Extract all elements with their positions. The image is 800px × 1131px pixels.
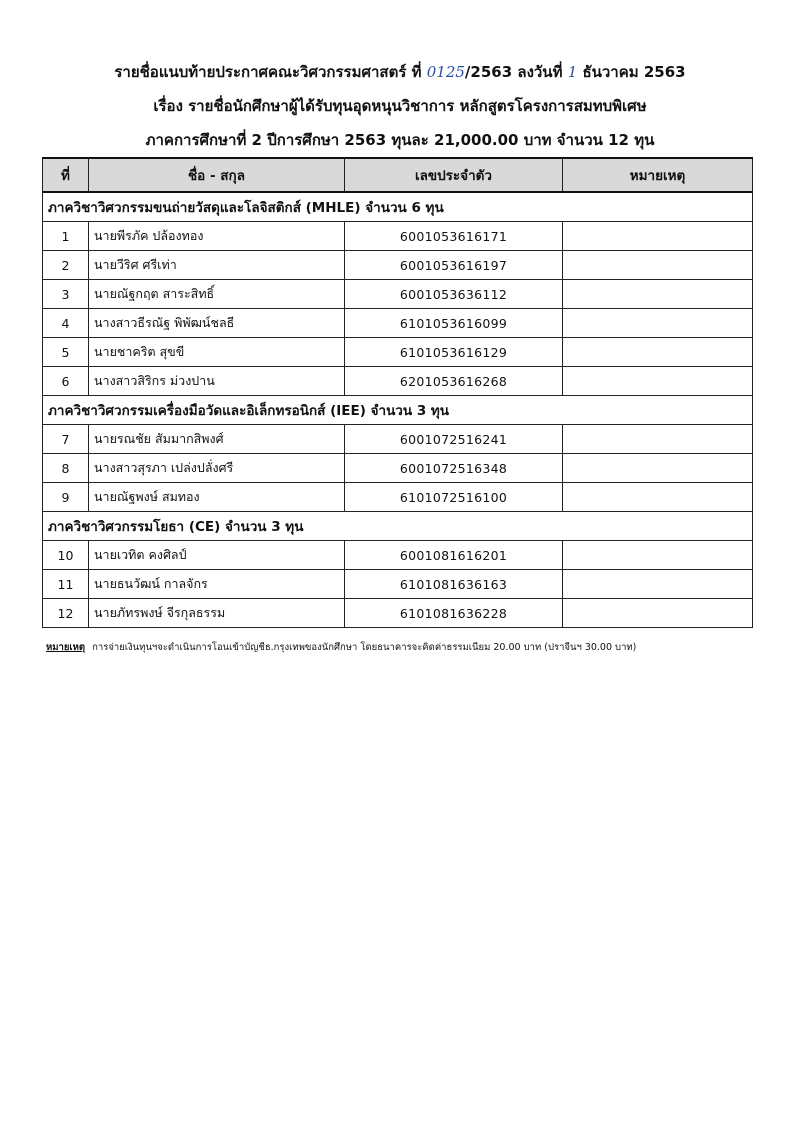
student-id: 6101053616129 <box>345 338 563 367</box>
remark-cell <box>563 454 753 483</box>
footnote-label: หมายเหตุ <box>46 642 86 653</box>
column-header-student-id: เลขประจำตัว <box>345 158 563 192</box>
header-line-1-suffix: ธันวาคม 2563 <box>582 63 686 81</box>
student-name: นายพีรภัค ปล้องทอง <box>89 222 345 251</box>
row-number: 1 <box>43 222 89 251</box>
header-line-1 <box>0 62 800 82</box>
student-name: นายเวทิต คงศิลป์ <box>89 541 345 570</box>
row-number: 9 <box>43 483 89 512</box>
remark-cell <box>563 280 753 309</box>
row-number: 4 <box>43 309 89 338</box>
table-header <box>43 158 753 192</box>
remark-cell <box>563 222 753 251</box>
row-number: 8 <box>43 454 89 483</box>
header-line-1-prefix: รายชื่อแนบท้ายประกาศคณะวิศวกรรมศาสตร์ ที่ <box>114 63 422 81</box>
student-name: นายธนวัฒน์ กาลจักร <box>89 570 345 599</box>
row-number: 3 <box>43 280 89 309</box>
column-header-number: ที่ <box>43 158 89 192</box>
table-row <box>43 309 753 338</box>
table-row <box>43 570 753 599</box>
column-header-remarks: หมายเหตุ <box>563 158 753 192</box>
header-subject: เรื่อง รายชื่อนักศึกษาผู้ได้รับทุนอุดหนุนวิชาการ หลักสูตรโครงการสมทบพิเศษ <box>153 97 647 115</box>
row-number: 11 <box>43 570 89 599</box>
row-number: 5 <box>43 338 89 367</box>
student-id: 6001053636112 <box>345 280 563 309</box>
remark-cell <box>563 425 753 454</box>
remark-cell <box>563 309 753 338</box>
scholarship-table <box>42 157 753 628</box>
column-header-name: ชื่อ - สกุล <box>89 158 345 192</box>
table-row <box>43 251 753 280</box>
student-id: 6201053616268 <box>345 367 563 396</box>
remark-cell <box>563 541 753 570</box>
student-id: 6001081616201 <box>345 541 563 570</box>
table-row <box>43 483 753 512</box>
table-row <box>43 367 753 396</box>
student-name: นางสาวสิริกร ม่วงปาน <box>89 367 345 396</box>
table-row <box>43 541 753 570</box>
student-name: นายวีริศ ศรีเท่า <box>89 251 345 280</box>
remark-cell <box>563 338 753 367</box>
table-row <box>43 454 753 483</box>
student-id: 6101081636163 <box>345 570 563 599</box>
table-row <box>43 599 753 628</box>
announcement-day: 1 <box>567 63 578 81</box>
department-row <box>43 192 753 222</box>
department-label: ภาควิชาวิศวกรรมโยธา (CE) จำนวน 3 ทุน <box>43 512 753 541</box>
table-header-row <box>43 158 753 192</box>
student-id: 6001053616171 <box>345 222 563 251</box>
header-semester-info: ภาคการศึกษาที่ 2 ปีการศึกษา 2563 ทุนละ 21,000.00 บาท จำนวน 12 ทุน <box>145 131 655 149</box>
row-number: 12 <box>43 599 89 628</box>
student-name: นายรณชัย สัมมากสิพงศ์ <box>89 425 345 454</box>
student-name: นางสาวธีรณัฐ พิพัฒน์ชลธี <box>89 309 345 338</box>
student-name: นายภัทรพงษ์ จีรกุลธรรม <box>89 599 345 628</box>
header-line-1-year: /2563 ลงวันที่ <box>464 63 563 81</box>
department-row <box>43 512 753 541</box>
footnote-text: การจ่ายเงินทุนฯจะดำเนินการโอนเข้าบัญชีธ.กรุงเทพของนักศึกษา โดยธนาคารจะคิดค่าธรรมเนียม 20.00 บาท (ปราจีนฯ 30.00 บาท) <box>92 642 637 653</box>
student-id: 6101081636228 <box>345 599 563 628</box>
student-id: 6001072516241 <box>345 425 563 454</box>
footnote <box>46 640 636 655</box>
row-number: 6 <box>43 367 89 396</box>
student-name: นายชาคริต สุขขี <box>89 338 345 367</box>
department-label: ภาควิชาวิศวกรรมขนถ่ายวัสดุและโลจิสติกส์ (MHLE) จำนวน 6 ทุน <box>43 192 753 222</box>
student-id: 6101053616099 <box>345 309 563 338</box>
department-label: ภาควิชาวิศวกรรมเครื่องมือวัดและอิเล็กทรอนิกส์ (IEE) จำนวน 3 ทุน <box>43 396 753 425</box>
table-row <box>43 425 753 454</box>
table-row <box>43 338 753 367</box>
row-number: 7 <box>43 425 89 454</box>
remark-cell <box>563 251 753 280</box>
student-id: 6001053616197 <box>345 251 563 280</box>
student-name: นายณัฐพงษ์ สมทอง <box>89 483 345 512</box>
remark-cell <box>563 570 753 599</box>
student-id: 6001072516348 <box>345 454 563 483</box>
student-name: นางสาวสุรภา เปล่งปลั่งศรี <box>89 454 345 483</box>
remark-cell <box>563 367 753 396</box>
row-number: 2 <box>43 251 89 280</box>
table-body <box>43 192 753 628</box>
remark-cell <box>563 483 753 512</box>
announcement-number: 0125 <box>426 63 465 81</box>
table-row <box>43 280 753 309</box>
table-row <box>43 222 753 251</box>
department-row <box>43 396 753 425</box>
student-name: นายณัฐกฤต สาระสิทธิ์ <box>89 280 345 309</box>
remark-cell <box>563 599 753 628</box>
row-number: 10 <box>43 541 89 570</box>
student-id: 6101072516100 <box>345 483 563 512</box>
